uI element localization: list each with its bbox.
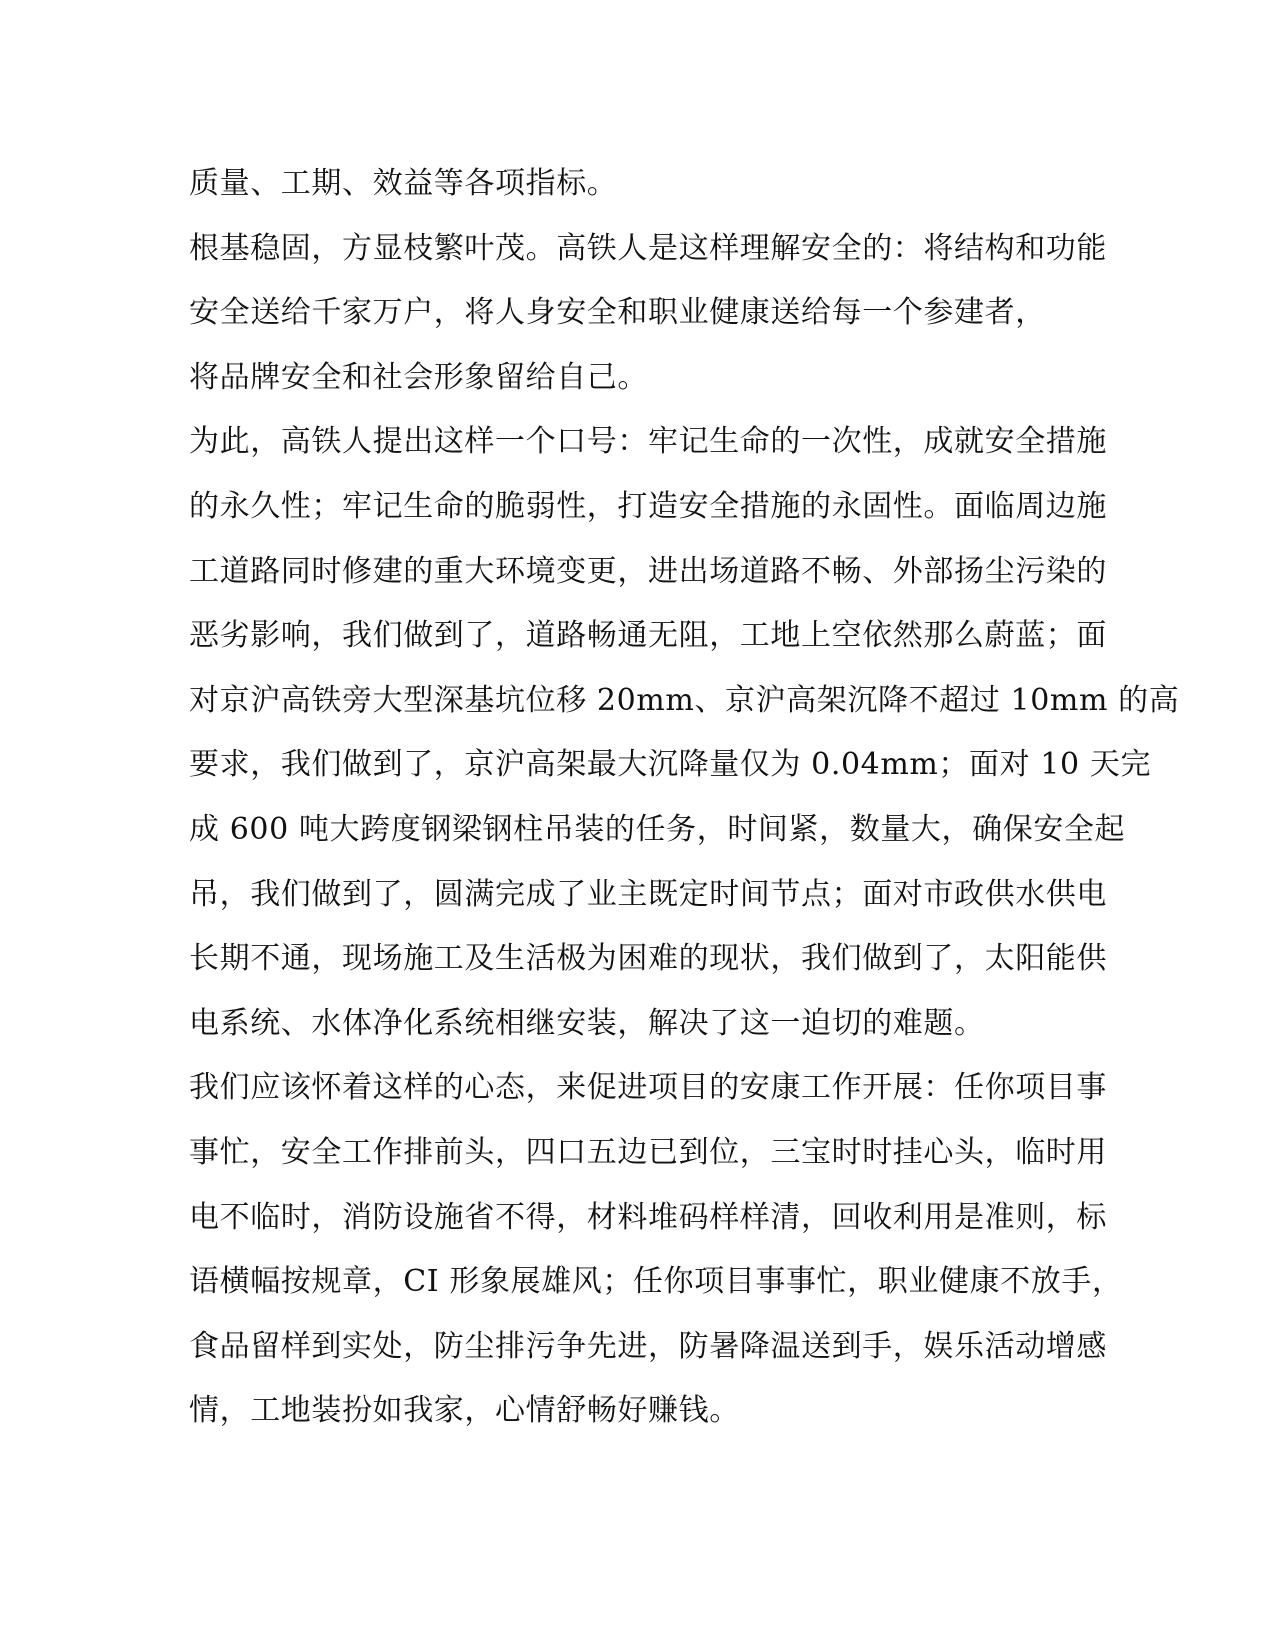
body-text <box>189 152 1180 1444</box>
text-line: 工道路同时修建的重大环境变更，进出场道路不畅、外部扬尘污染的 <box>189 553 1107 589</box>
text-line: 我们应该怀着这样的心态，来促进项目的安康工作开展：任你项目事 <box>189 1070 1107 1106</box>
text-line: 对京沪高铁旁大型深基坑位移 20mm、京沪高架沉降不超过 10mm 的高 <box>189 682 1180 718</box>
text-line: 电不临时，消防设施省不得，材料堆码样样清，回收利用是准则，标 <box>189 1199 1107 1235</box>
text-line: 事忙，安全工作排前头，四口五边已到位，三宝时时挂心头，临时用 <box>189 1134 1107 1170</box>
text-line: 质量、工期、效益等各项指标。 <box>189 166 618 201</box>
text-line: 根基稳固，方显枝繁叶茂。高铁人是这样理解安全的：将结构和功能 <box>189 230 1107 266</box>
text-line: 长期不通，现场施工及生活极为困难的现状，我们做到了，太阳能供 <box>189 941 1107 977</box>
text-line: 恶劣影响，我们做到了，道路畅通无阻，工地上空依然那么蔚蓝；面 <box>189 618 1107 654</box>
text-line: 安全送给千家万户，将人身安全和职业健康送给每一个参建者， <box>189 295 1046 331</box>
text-line: 吊，我们做到了，圆满完成了业主既定时间节点；面对市政供水供电 <box>189 876 1107 912</box>
text-line: 为此，高铁人提出这样一个口号：牢记生命的一次性，成就安全措施 <box>189 424 1107 460</box>
text-line: 的永久性；牢记生命的脆弱性，打造安全措施的永固性。面临周边施 <box>189 488 1107 524</box>
text-line: 电系统、水体净化系统相继安装，解决了这一迫切的难题。 <box>189 1005 985 1041</box>
text-line: 将品牌安全和社会形象留给自己。 <box>189 359 648 395</box>
text-line: 食品留样到实处，防尘排污争先进，防暑降温送到手，娱乐活动增感 <box>189 1328 1107 1364</box>
text-line: 语横幅按规章，CI 形象展雄风；任你项目事事忙，职业健康不放手， <box>189 1264 1123 1300</box>
text-line: 成 600 吨大跨度钢梁钢柱吊装的任务，时间紧，数量大，确保安全起 <box>189 811 1126 847</box>
text-line: 要求，我们做到了，京沪高架最大沉降量仅为 0.04mm；面对 10 天完 <box>189 747 1152 783</box>
text-line: 情，工地装扮如我家，心情舒畅好赚钱。 <box>189 1393 740 1429</box>
